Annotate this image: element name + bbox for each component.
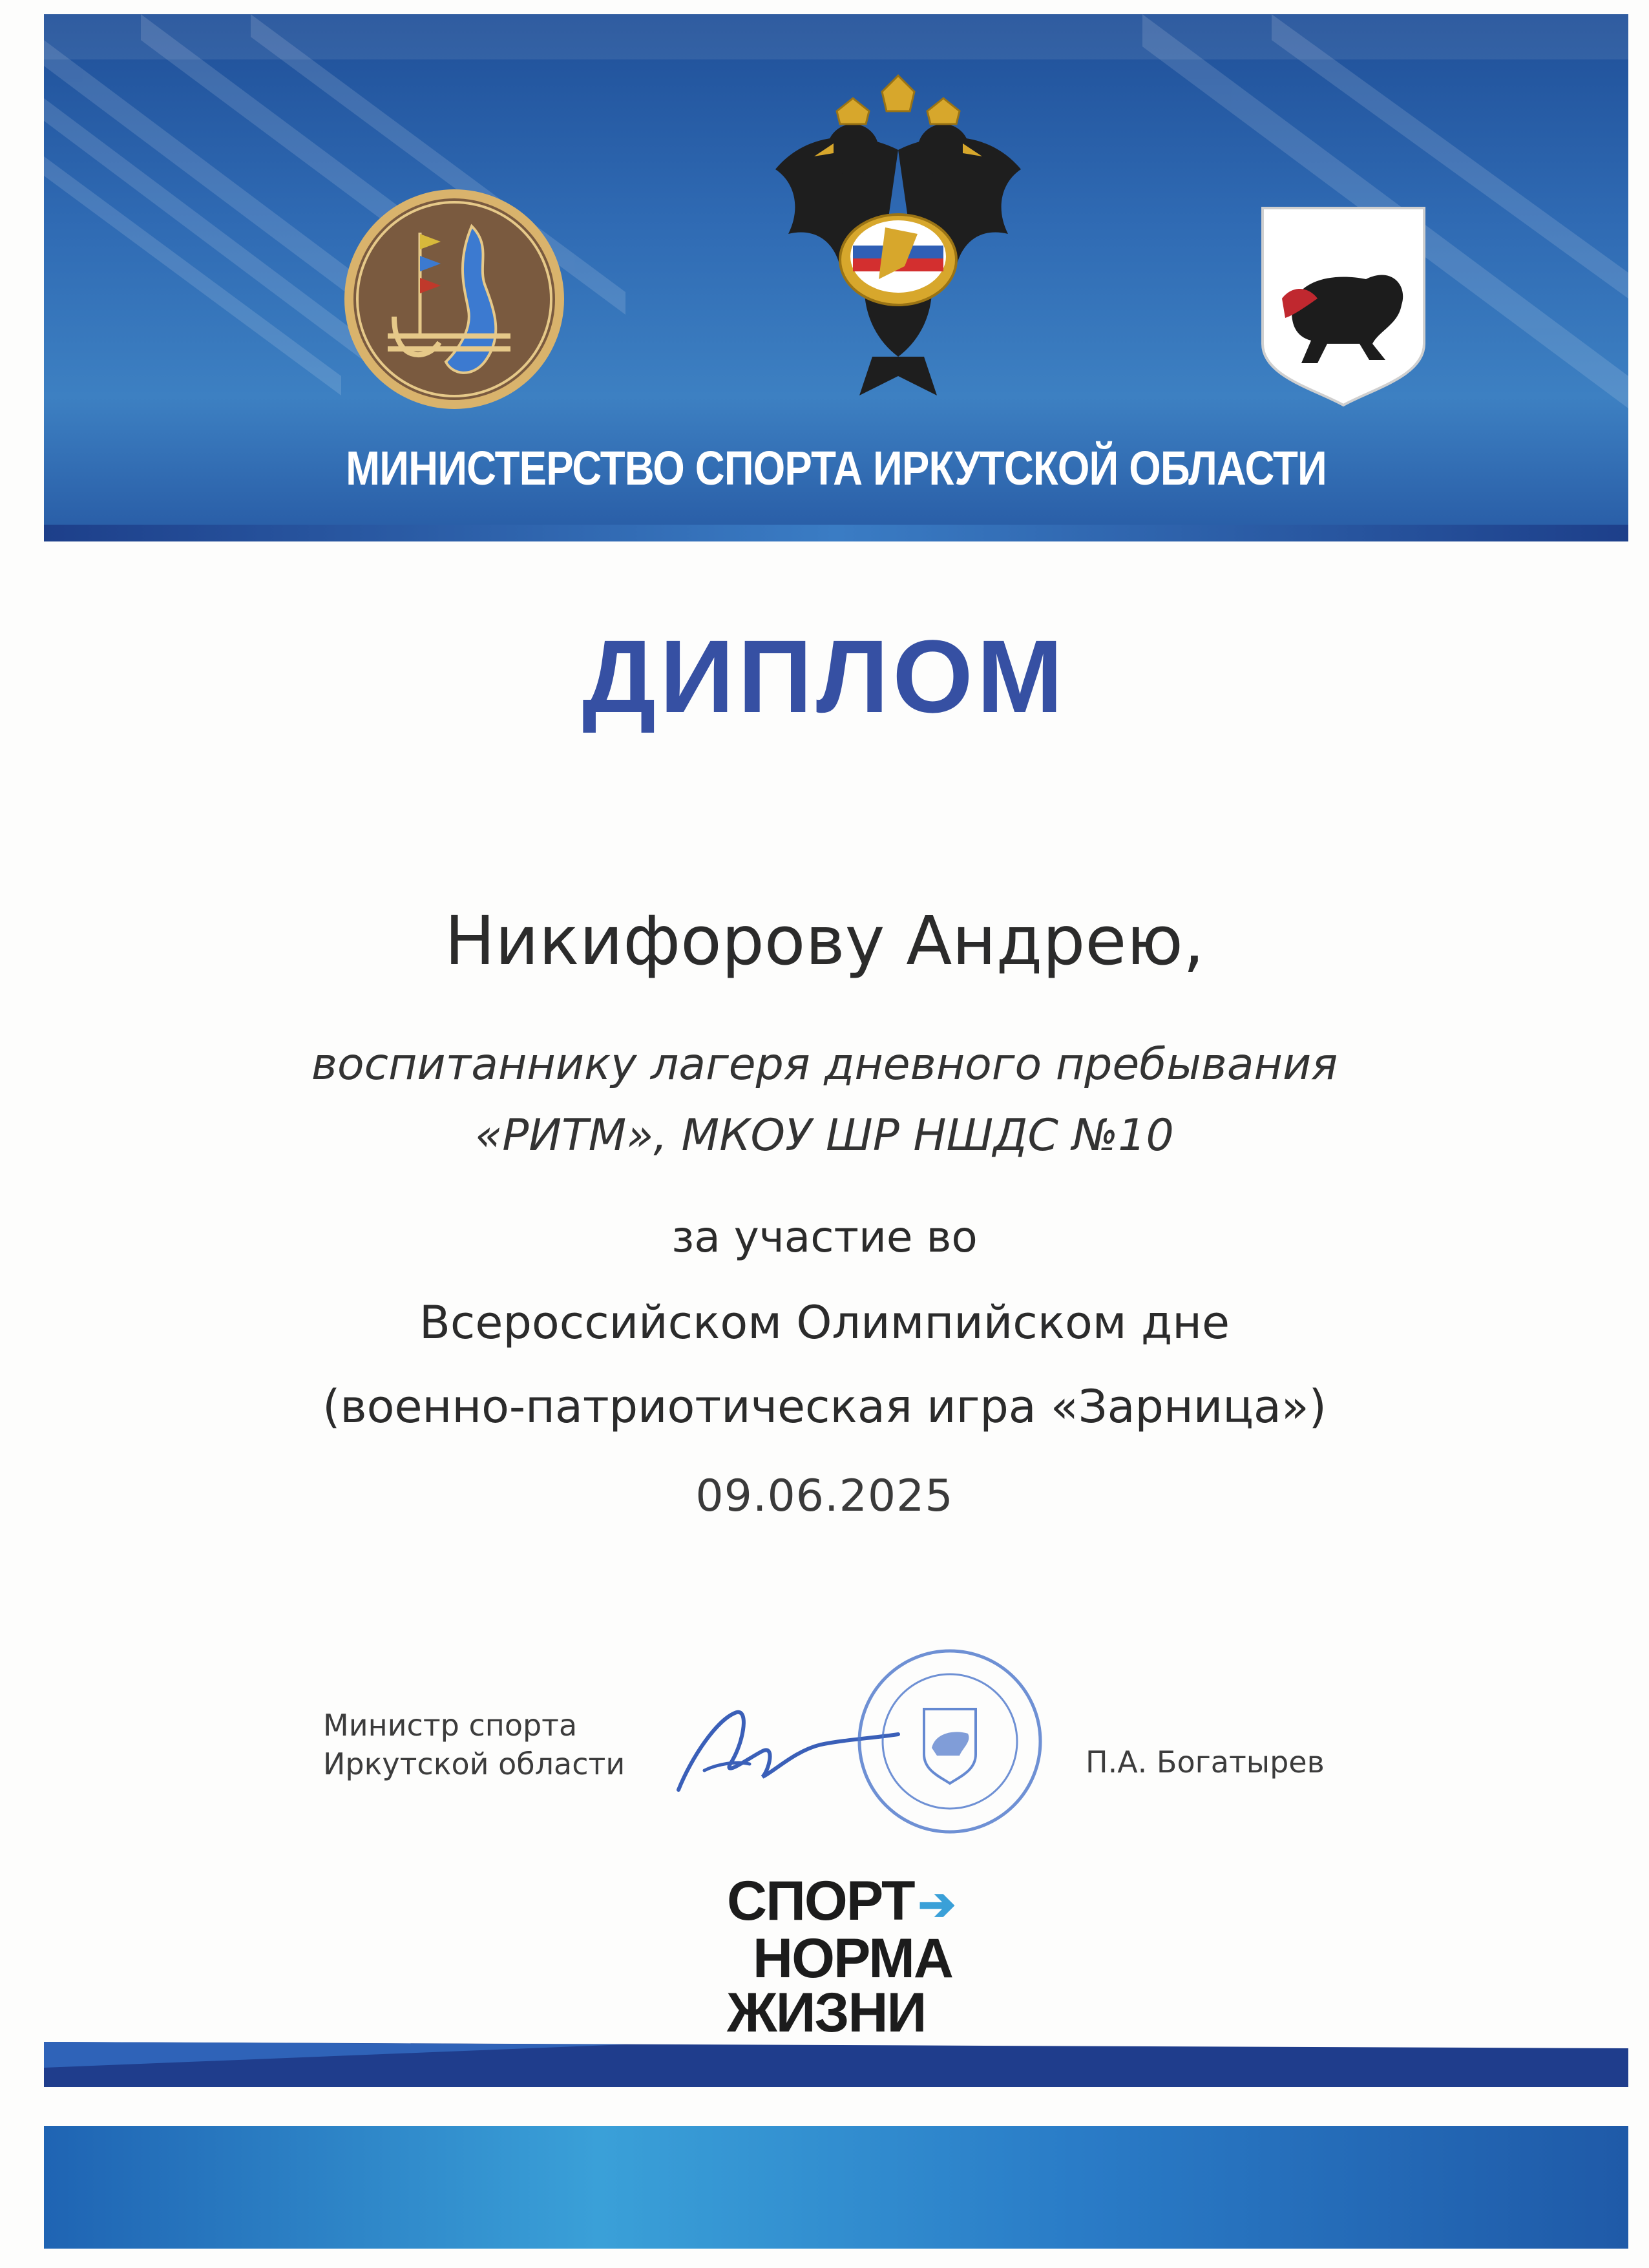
slogan-line-2: НОРМА <box>753 1927 952 1990</box>
event-name: Всероссийском Олимпийском дне <box>419 1296 1230 1349</box>
footer-banner <box>44 2126 1628 2249</box>
game-name: (военно-патриотическая игра «Зарница») <box>322 1380 1327 1433</box>
reason-text: за участие во <box>671 1212 978 1262</box>
ministry-title: МИНИСТЕРСТВО СПОРТА ИРКУТСКОЙ ОБЛАСТИ <box>346 441 1327 495</box>
arrow-right-icon: ➔ <box>918 1879 955 1929</box>
slogan-line-3: ЖИЗНИ <box>727 1982 926 2044</box>
sport-slogan <box>727 1870 955 2044</box>
sport-emblem-icon <box>342 187 566 411</box>
description-line-1: воспитаннику лагеря дневного пребывания <box>311 1039 1338 1090</box>
signatory-title <box>323 1706 625 1783</box>
signatory-title-line-2: Иркутской области <box>323 1747 625 1781</box>
header-banner <box>44 14 1628 525</box>
award-date: 09.06.2025 <box>695 1471 954 1522</box>
recipient-name: Никифорову Андрею, <box>445 901 1204 980</box>
irkutsk-coat-of-arms-icon <box>1256 202 1431 408</box>
footer-accent-band <box>44 2042 1628 2087</box>
description-line-2: «РИТМ», МКОУ ШР НШДС №10 <box>475 1110 1174 1161</box>
diploma-heading: ДИПЛОМ <box>582 618 1067 734</box>
russia-eagle-emblem-icon <box>762 72 1034 408</box>
official-stamp <box>853 1644 1047 1838</box>
header-divider-band <box>44 525 1628 541</box>
signatory-title-line-1: Министр спорта <box>323 1708 578 1743</box>
signatory-name: П.А. Богатырев <box>1086 1745 1325 1780</box>
slogan-line-1: СПОРТ <box>727 1870 914 1932</box>
